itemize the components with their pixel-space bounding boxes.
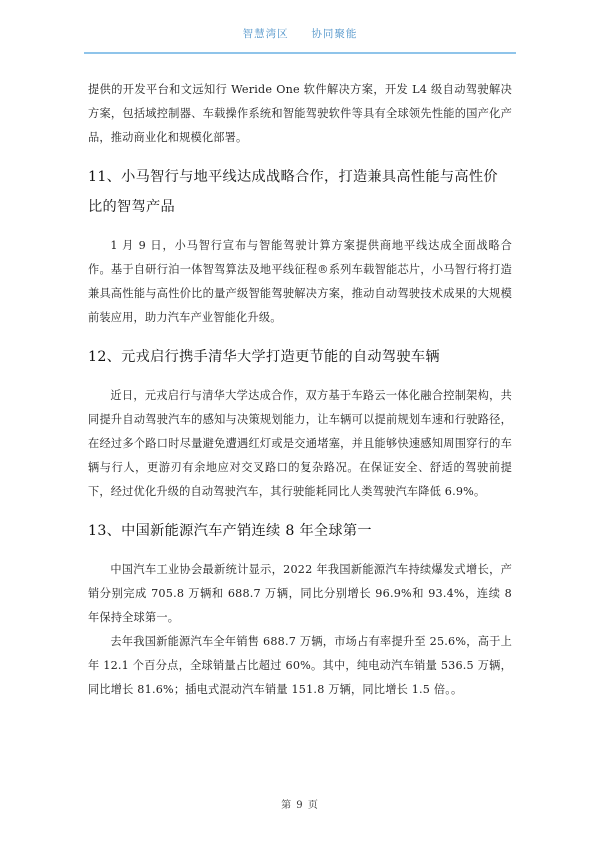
section-11-paragraph: 1 月 9 日，小马智行宣布与智能驾驶计算方案提供商地平线达成全面战略合作。基于自研行泊一体智驾算法及地平线征程®系列车载智能芯片，小马智行将打造兼具高性能与高性价比的量产级智能驾驶解决方案，推动自动驾驶技术成果的大规模前装应用，助力汽车产业智能化升级。 (88, 239, 512, 324)
section-title-13: 13、中国新能源汽车产销连续 8 年全球第一 (88, 523, 372, 539)
section-13-paragraph-2: 去年我国新能源汽车全年销售 688.7 万辆，市场占有率提升至 25.6%，高于上年 12.1 个百分点，全球销量占比超过 60%。其中，纯电动汽车销量 536.5 万辆，同比增长 81.6%；插电式混动汽车销量 151.8 万辆，同比增长 1.5 倍。。 (88, 635, 512, 696)
section-13-paragraph-1: 中国汽车工业协会最新统计显示，2022 年我国新能源汽车持续爆发式增长，产销分别完成 705.8 万辆和 688.7 万辆，同比分别增长 96.9%和 93.4%，连续 8 年保持全球第一。 (88, 563, 512, 624)
section-12-paragraph: 近日，元戎启行与清华大学达成合作，双方基于车路云一体化融合控制架构，共同提升自动驾驶汽车的感知与决策规划能力，让车辆可以提前规划车速和行驶路径，在经过多个路口时尽量避免遭遇红灯或是交通堵塞，并且能够快速感知周围穿行的车辆与行人，更游刃有余地应对交叉路口的复杂路况。在保证安全、舒适的驾驶前提下，经过优化升级的自动驾驶汽车，其行驶能耗同比人类驾驶汽车降低 6.9%。 (88, 389, 512, 498)
page-header (84, 26, 516, 66)
header-rule (84, 52, 516, 54)
page-content (88, 78, 512, 702)
section-title-11: 11、小马智行与地平线达成战略合作，打造兼具高性能与高性价比的智驾产品 (88, 169, 498, 215)
header-slogan-right: 协同聚能 (311, 28, 358, 40)
section-title-12: 12、元戎启行携手清华大学打造更节能的自动驾驶车辆 (88, 349, 440, 365)
intro-paragraph: 提供的开发平台和文远知行 Weride One 软件解决方案，开发 L4 级自动驾驶解决方案，包括域控制器、车载操作系统和智能驾驶软件等具有全球领先性能的国产化产品，推动商业化和规模化部署。 (88, 83, 512, 144)
header-slogan (84, 26, 516, 41)
page-number: 第 9 页 (281, 800, 319, 811)
header-slogan-left: 智慧湾区 (242, 28, 289, 40)
